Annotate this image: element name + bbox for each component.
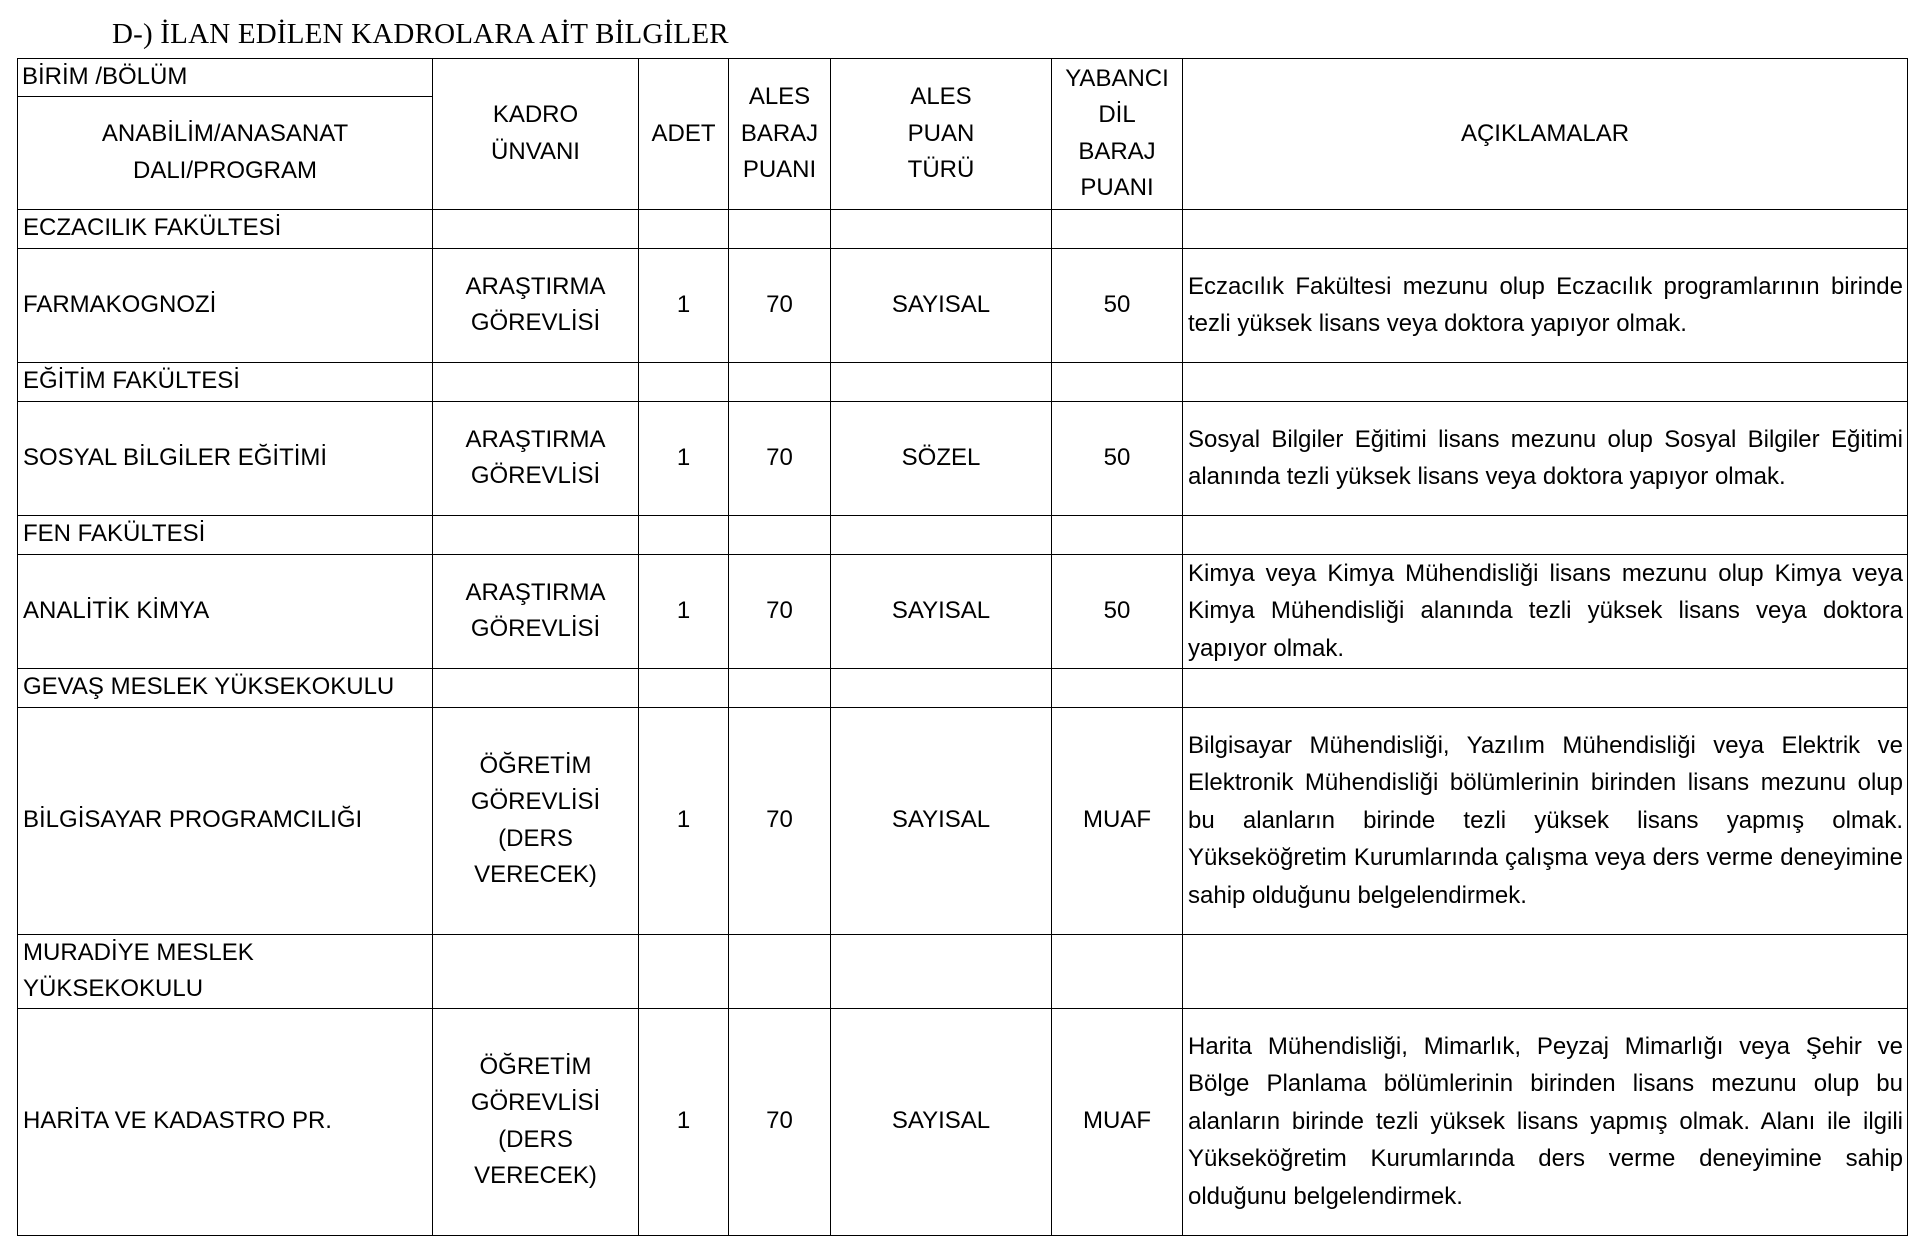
faculty-name: EĞİTİM FAKÜLTESİ <box>18 362 433 401</box>
empty-cell <box>433 668 639 707</box>
kadro-unvani <box>433 707 639 934</box>
header-ales-baraj <box>729 59 831 210</box>
aciklama-text: Bilgisayar Mühendisliği, Yazılım Mühendisliği veya Elektrik ve Elektronik Mühendisliği bölümlerinin birinden lisans mezunu olup bu alanların birinde tezli yüksek lisans yapmış olmak. Yükseköğretim Kurumlarında çalışma veya ders verme deneyimine sahip olduğunu belgelendirmek. <box>1183 707 1908 934</box>
adet-value: 1 <box>639 1008 729 1235</box>
header-aciklamalar: AÇIKLAMALAR <box>1183 59 1908 210</box>
header-yabanci-line: BARAJ <box>1078 137 1156 165</box>
aciklama-text: Kimya veya Kimya Mühendisliği lisans mezunu olup Kimya veya Kimya Mühendisliği alanında tezli yüksek lisans veya doktora yapıyor olmak. <box>1183 554 1908 668</box>
program-name: HARİTA VE KADASTRO PR. <box>18 1008 433 1235</box>
yabanci-dil-value: 50 <box>1052 401 1183 515</box>
aciklama-text: Sosyal Bilgiler Eğitimi lisans mezunu olup Sosyal Bilgiler Eğitimi alanında tezli yüksek lisans veya doktora yapıyor olmak. <box>1183 401 1908 515</box>
ales-baraj-value: 70 <box>729 707 831 934</box>
adet-value: 1 <box>639 707 729 934</box>
header-ales-baraj-line: ALES <box>748 83 811 110</box>
program-name: SOSYAL BİLGİLER EĞİTİMİ <box>18 401 433 515</box>
empty-cell <box>1052 934 1183 1008</box>
header-ales-tur-line: PUAN <box>907 119 975 147</box>
empty-cell <box>1052 515 1183 554</box>
empty-cell <box>729 668 831 707</box>
empty-cell <box>433 209 639 248</box>
ales-tur-value: SAYISAL <box>831 554 1052 668</box>
empty-cell <box>639 934 729 1008</box>
faculty-row <box>18 362 1908 401</box>
ales-baraj-value: 70 <box>729 401 831 515</box>
empty-cell <box>1183 209 1908 248</box>
header-yabanci-line: DİL <box>1098 101 1136 129</box>
empty-cell <box>1183 515 1908 554</box>
positions-table <box>17 58 1908 1236</box>
header-adet: ADET <box>639 59 729 210</box>
kadro-line: (DERS <box>498 1125 573 1153</box>
kadro-unvani <box>433 401 639 515</box>
header-yabanci-line: YABANCI <box>1065 64 1169 92</box>
kadro-line: VERECEK) <box>474 861 597 888</box>
ales-tur-value: SAYISAL <box>831 707 1052 934</box>
faculty-name: ECZACILIK FAKÜLTESİ <box>18 209 433 248</box>
empty-cell <box>433 362 639 401</box>
header-birim: BİRİM /BÖLÜM <box>18 59 433 97</box>
kadro-unvani <box>433 248 639 362</box>
kadro-unvani <box>433 1008 639 1235</box>
kadro-line: GÖREVLİSİ <box>470 309 601 336</box>
empty-cell <box>639 515 729 554</box>
faculty-row <box>18 515 1908 554</box>
header-yabanci-dil <box>1052 59 1183 210</box>
empty-cell <box>831 209 1052 248</box>
ales-baraj-value: 70 <box>729 248 831 362</box>
empty-cell <box>831 934 1052 1008</box>
program-row <box>18 248 1908 362</box>
kadro-line: GÖREVLİSİ <box>470 615 601 642</box>
empty-cell <box>1052 209 1183 248</box>
empty-cell <box>433 515 639 554</box>
kadro-line: GÖREVLİSİ <box>470 1089 601 1116</box>
empty-cell <box>639 668 729 707</box>
header-row-1 <box>18 59 1908 97</box>
header-yabanci-line: PUANI <box>1080 174 1154 202</box>
faculty-name: GEVAŞ MESLEK YÜKSEKOKULU <box>18 668 433 707</box>
program-name: FARMAKOGNOZİ <box>18 248 433 362</box>
kadro-line: ÖĞRETİM <box>479 751 592 779</box>
empty-cell <box>639 209 729 248</box>
header-kadro-line: ÜNVANI <box>491 137 580 165</box>
ales-tur-value: SAYISAL <box>831 1008 1052 1235</box>
header-ales-baraj-line: PUANI <box>742 156 817 183</box>
program-name: BİLGİSAYAR PROGRAMCILIĞI <box>18 707 433 934</box>
empty-cell <box>831 362 1052 401</box>
empty-cell <box>729 362 831 401</box>
kadro-line: ARAŞTIRMA <box>465 578 606 606</box>
empty-cell <box>831 668 1052 707</box>
empty-cell <box>729 209 831 248</box>
aciklama-text: Eczacılık Fakültesi mezunu olup Eczacılık programlarının birinde tezli yüksek lisans veya doktora yapıyor olmak. <box>1183 248 1908 362</box>
empty-cell <box>1052 362 1183 401</box>
kadro-line: ARAŞTIRMA <box>465 425 606 453</box>
program-name: ANALİTİK KİMYA <box>18 554 433 668</box>
adet-value: 1 <box>639 248 729 362</box>
ales-tur-value: SAYISAL <box>831 248 1052 362</box>
empty-cell <box>831 515 1052 554</box>
ales-baraj-value: 70 <box>729 554 831 668</box>
header-kadro-line: KADRO <box>492 101 579 129</box>
kadro-line: ÖĞRETİM <box>479 1052 592 1080</box>
faculty-name: FEN FAKÜLTESİ <box>18 515 433 554</box>
faculty-row <box>18 209 1908 248</box>
faculty-name: MURADİYE MESLEK YÜKSEKOKULU <box>18 934 433 1008</box>
yabanci-dil-value: 50 <box>1052 554 1183 668</box>
header-ales-tur-line: TÜRÜ <box>907 156 975 183</box>
aciklama-text: Harita Mühendisliği, Mimarlık, Peyzaj Mimarlığı veya Şehir ve Bölge Planlama bölümlerinin birinden lisans mezunu olup bu alanların birinde tezli yüksek lisans yapmış olmak. Alanı ile ilgili Yükseköğretim Kurumlarında ders verme deneyimine sahip olduğunu belgelendirmek. <box>1183 1008 1908 1235</box>
empty-cell <box>729 515 831 554</box>
faculty-row <box>18 668 1908 707</box>
header-ales-tur <box>831 59 1052 210</box>
yabanci-dil-value: MUAF <box>1052 1008 1183 1235</box>
header-anabilim: ANABİLİM/ANASANAT DALI/PROGRAM <box>18 96 433 209</box>
kadro-line: (DERS <box>498 824 573 852</box>
program-row <box>18 554 1908 668</box>
ales-tur-value: SÖZEL <box>831 401 1052 515</box>
ales-baraj-value: 70 <box>729 1008 831 1235</box>
faculty-row <box>18 934 1908 1008</box>
empty-cell <box>433 934 639 1008</box>
kadro-line: GÖREVLİSİ <box>470 462 601 489</box>
yabanci-dil-value: 50 <box>1052 248 1183 362</box>
document-title: D-) İLAN EDİLEN KADROLARA AİT BİLGİLER <box>112 18 729 50</box>
empty-cell <box>1052 668 1183 707</box>
kadro-line: GÖREVLİSİ <box>470 788 601 815</box>
empty-cell <box>1183 934 1908 1008</box>
program-row <box>18 401 1908 515</box>
adet-value: 1 <box>639 401 729 515</box>
yabanci-dil-value: MUAF <box>1052 707 1183 934</box>
program-row <box>18 707 1908 934</box>
program-row <box>18 1008 1908 1235</box>
empty-cell <box>1183 362 1908 401</box>
kadro-line: VERECEK) <box>474 1162 597 1189</box>
empty-cell <box>729 934 831 1008</box>
empty-cell <box>1183 668 1908 707</box>
header-ales-tur-line: ALES <box>910 83 972 110</box>
adet-value: 1 <box>639 554 729 668</box>
kadro-line: ARAŞTIRMA <box>465 272 606 300</box>
header-kadro <box>433 59 639 210</box>
empty-cell <box>639 362 729 401</box>
kadro-unvani <box>433 554 639 668</box>
header-ales-baraj-line: BARAJ <box>740 119 819 147</box>
